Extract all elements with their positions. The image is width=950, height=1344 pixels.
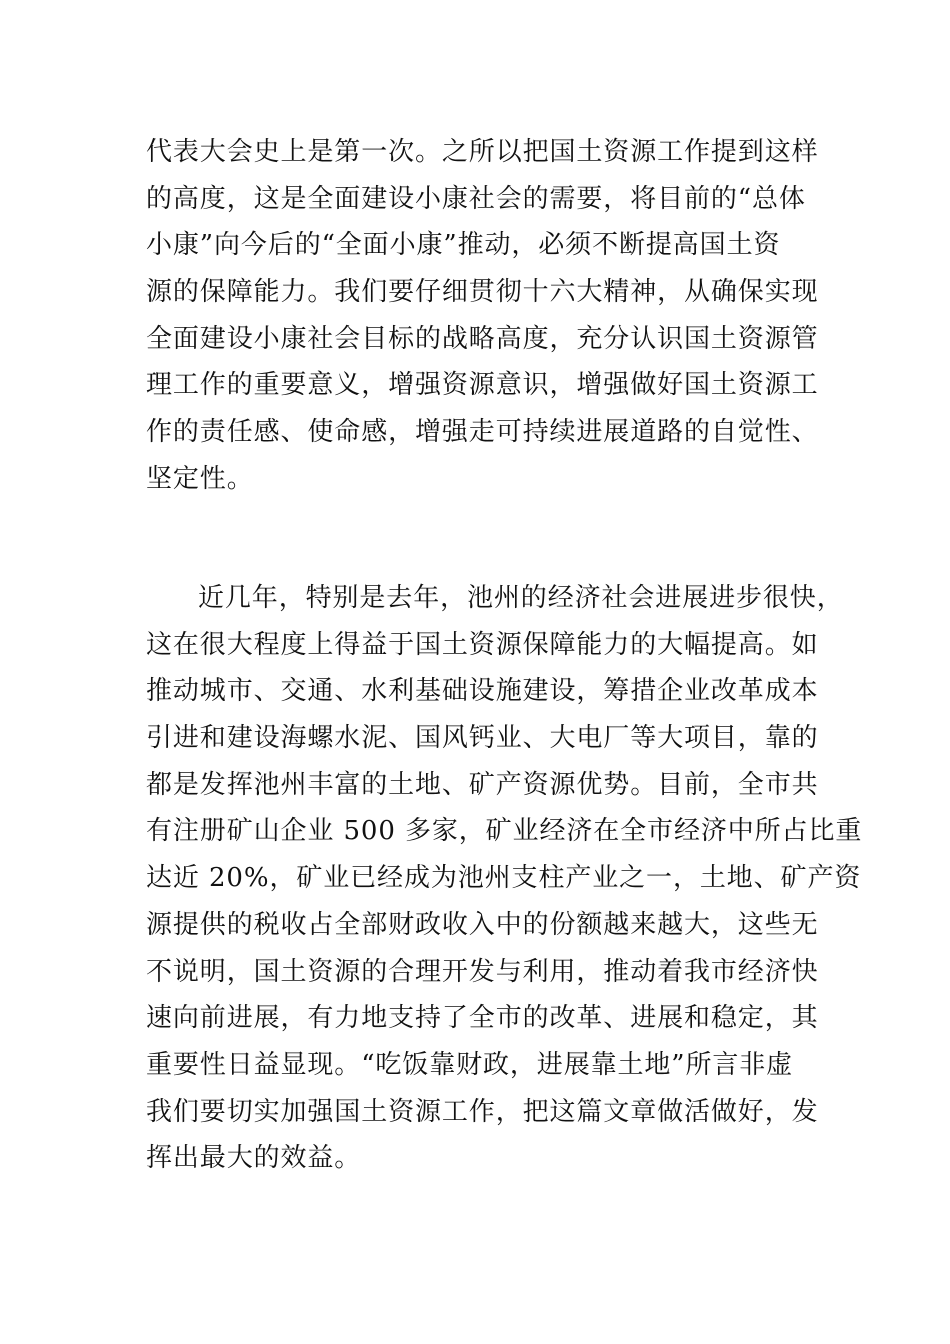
text-line: 都是发挥池州丰富的土地、矿产资源优势。目前，全市共 [146,769,819,800]
text-line: 的高度，这是全面建设小康社会的需要，将目前的“总体 [146,183,806,214]
text-line: 源提供的税收占全部财政收入中的份额越来越大，这些无 [146,909,819,940]
text-line: 速向前进展，有力地支持了全市的改革、进展和稳定，其 [146,1003,819,1034]
text-line: 全面建设小康社会目标的战略高度，充分认识国土资源管 [146,323,819,354]
text-line: 我们要切实加强国土资源工作，把这篇文章做活做好，发 [146,1096,819,1127]
text-line: 推动城市、交通、水利基础设施建设，筹措企业改革成本 [146,676,819,707]
text-line: 引进和建设海螺水泥、国风钙业、大电厂等大项目，靠的 [146,723,819,754]
text-line: 坚定性。 [146,463,254,494]
text-line: 不说明，国土资源的合理开发与利用，推动着我市经济快 [146,956,819,987]
text-line: 重要性日益显现。“吃饭靠财政，进展靠土地”所言非虚 [146,1049,794,1080]
text-line: 挥出最大的效益。 [146,1143,362,1174]
text-line: 达近 20%，矿业已经成为池州支柱产业之一，土地、矿产资 [146,863,862,894]
text-line: 源的保障能力。我们要仔细贯彻十六大精神，从确保实现 [146,277,819,308]
text-line-indented: 近几年，特别是去年，池州的经济社会进展进步很快， [198,583,844,613]
paragraph-1 [146,129,819,503]
text-line: 这在很大程度上得益于国土资源保障能力的大幅提高。如 [146,629,819,660]
paragraph-2 [146,575,863,1182]
text-line: 代表大会史上是第一次。之所以把国土资源工作提到这样 [146,137,819,167]
text-line: 小康”向今后的“全面小康”推动，必须不断提高国土资 [146,230,781,261]
text-line: 理工作的重要意义，增强资源意识，增强做好国土资源工 [146,370,819,401]
text-line: 有注册矿山企业 500 多家，矿业经济在全市经济中所占比重 [146,816,863,847]
text-line: 作的责任感、使命感，增强走可持续进展道路的自觉性、 [146,417,819,448]
